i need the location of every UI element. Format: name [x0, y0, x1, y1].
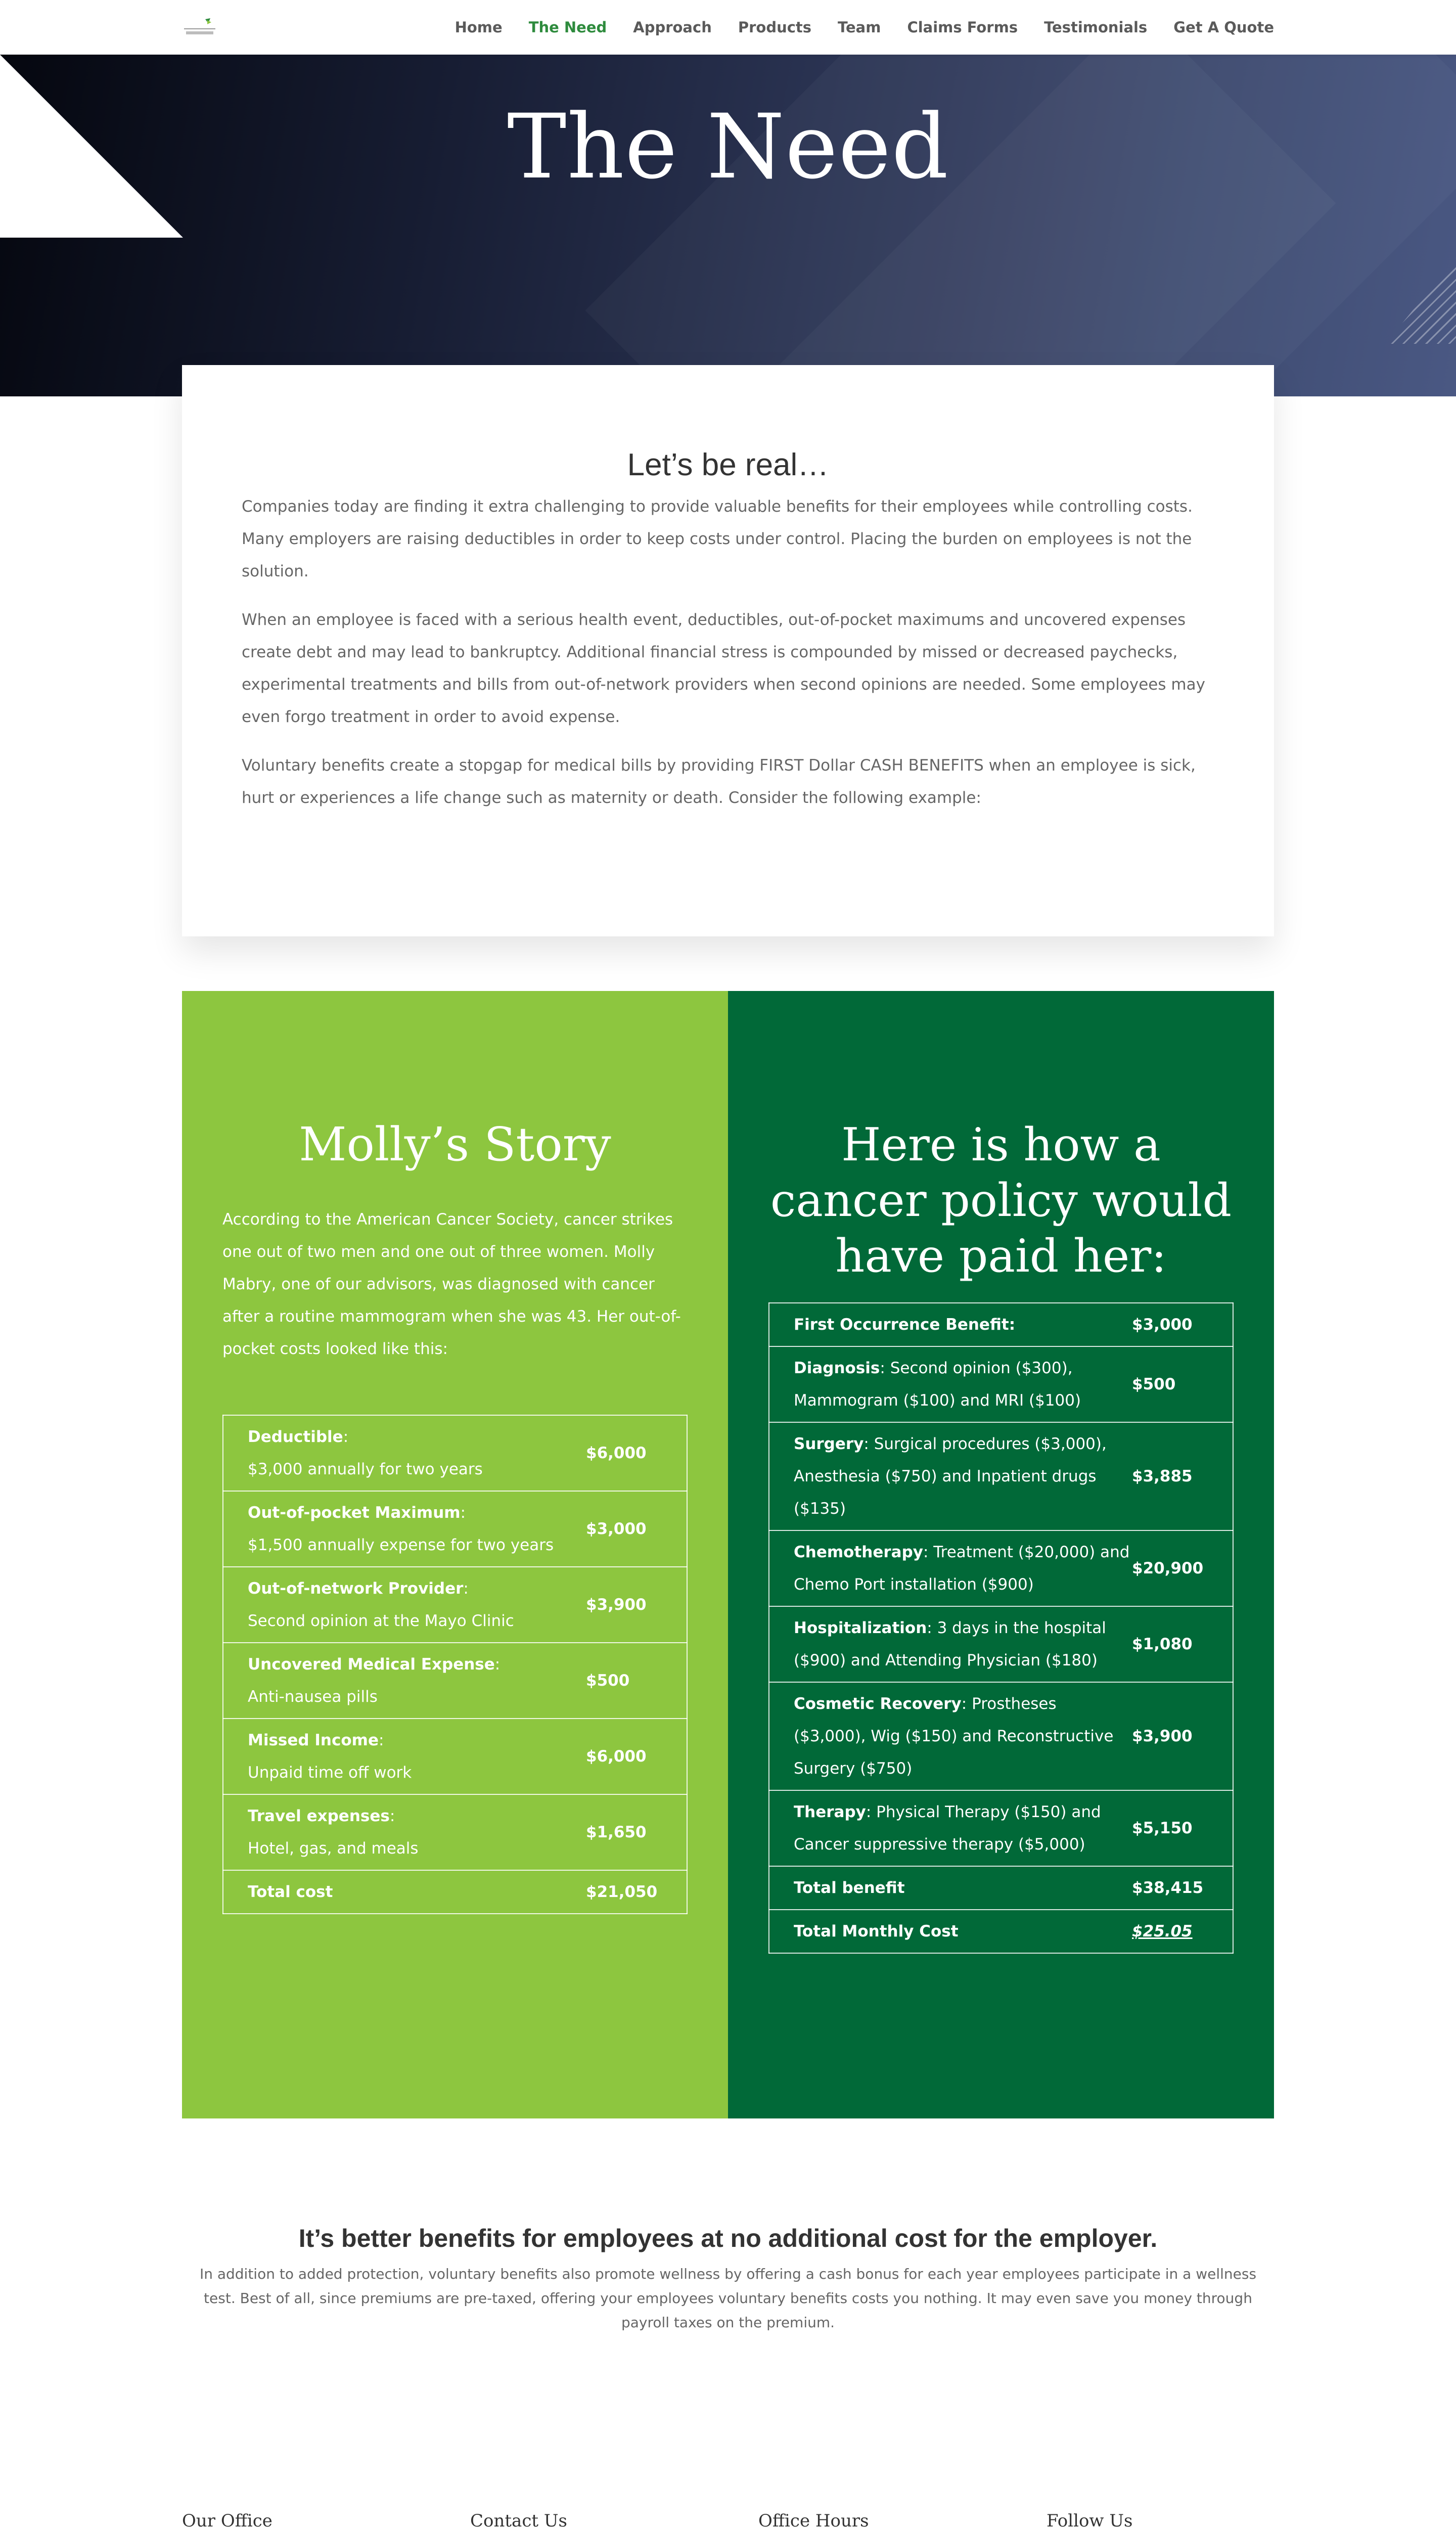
total-value: $21,050 [586, 1870, 687, 1914]
footer-office [182, 2511, 435, 2528]
total-label: Total benefit [794, 1879, 905, 1897]
footer-contact [470, 2511, 723, 2528]
intro-body [242, 490, 1233, 830]
policy-column [728, 991, 1274, 2118]
row-value: $5,150 [1132, 1790, 1233, 1866]
nav-products[interactable]: Products [738, 19, 812, 36]
row-label: Missed Income [248, 1731, 379, 1749]
table-row: Surgery: Surgical procedures ($3,000), Anesthesia ($750) and Inpatient drugs ($135) $3,885 [769, 1422, 1233, 1530]
row-label: Diagnosis [794, 1359, 880, 1377]
table-row: Out-of-network Provider: Second opinion at the Mayo Clinic $3,900 [223, 1567, 687, 1643]
contact-title: Contact Us [470, 2511, 567, 2528]
row-value: $500 [1132, 1346, 1233, 1422]
story-lead: According to the American Cancer Society, cancer strikes one out of two men and one out of three women. Molly Mabry, one of our advisors, was diagnosed with cancer after a routine mammogram when she was 43. Her out-of-pocket costs looked like this: [222, 1210, 681, 1358]
table-row: Cosmetic Recovery: Prostheses ($3,000), Wig ($150) and Reconstructive Surgery ($750) $3,900 [769, 1682, 1233, 1790]
row-value: $3,885 [1132, 1422, 1233, 1530]
total-row [223, 1870, 687, 1914]
nav-home[interactable]: Home [454, 19, 503, 36]
table-row: Out-of-pocket Maximum: $1,500 annually expense for two years $3,000 [223, 1491, 687, 1567]
intro-paragraph: When an employee is faced with a serious health event, deductibles, out-of-pocket maximums and uncovered expenses create debt and may lead to bankruptcy. Additional financial stress is compounded by missed or decreased paychecks, experimental treatments and bills from out-of-network providers when second opinions are needed. Some employees may even forgo treatment in order to avoid expense. [242, 611, 1205, 726]
nav-approach[interactable]: Approach [633, 19, 712, 36]
footer-hours [758, 2511, 1011, 2528]
row-label: Therapy [794, 1803, 866, 1821]
cost-table [222, 1415, 688, 1914]
row-label: Surgery [794, 1435, 864, 1453]
benefit-title: It’s better benefits for employees at no additional cost for the employer. [298, 2224, 1158, 2252]
company-logo[interactable] [184, 17, 215, 37]
office-title: Our Office [182, 2511, 272, 2528]
row-value: $3,000 [1132, 1303, 1233, 1346]
row-label: Travel expenses [248, 1807, 390, 1825]
table-row [769, 1303, 1233, 1346]
table-row: Hospitalization: 3 days in the hospital ($900) and Attending Physician ($180) $1,080 [769, 1606, 1233, 1682]
nav-testimonials[interactable]: Testimonials [1044, 19, 1148, 36]
row-detail: $3,000 annually for two years [248, 1460, 483, 1478]
row-label: Deductible [248, 1428, 343, 1446]
table-row: Deductible: $3,000 annually for two years $6,000 [223, 1415, 687, 1491]
row-value: $1,080 [1132, 1606, 1233, 1682]
intro-paragraph: Voluntary benefits create a stopgap for medical bills by providing FIRST Dollar CASH BENEFITS when an employee is sick, hurt or experiences a life change such as maternity or death. Consider the following example: [242, 756, 1196, 807]
total-value: $38,415 [1132, 1866, 1233, 1910]
benefit-text: In addition to added protection, voluntary benefits also promote wellness by offering a cash bonus for each year employees participate in a wellness test. Best of all, since premiums are pre-taxed, offering your employees voluntary benefits costs you nothing. It may even save you money through payroll taxes on the premium. [199, 2266, 1257, 2331]
footer-follow [1046, 2511, 1299, 2528]
row-detail: Prostheses ($3,000), Wig ($150) and Reconstructive Surgery ($750) [794, 1695, 1114, 1778]
row-value: $1,650 [586, 1794, 687, 1870]
row-detail: Physical Therapy ($150) and Cancer suppressive therapy ($5,000) [794, 1803, 1101, 1854]
row-detail: 3 days in the hospital ($900) and Attending Physician ($180) [794, 1619, 1106, 1669]
nav-the-need[interactable]: The Need [528, 19, 607, 36]
row-detail: Unpaid time off work [248, 1764, 412, 1782]
story-title: Molly’s Story [299, 1117, 611, 1171]
row-label: Hospitalization [794, 1619, 927, 1637]
monthly-value: $25.05 [1132, 1922, 1193, 1940]
nav-team[interactable]: Team [838, 19, 881, 36]
row-label: Chemotherapy [794, 1543, 923, 1561]
row-value: $3,900 [1132, 1682, 1233, 1790]
follow-title: Follow Us [1046, 2511, 1133, 2528]
row-label: Uncovered Medical Expense [248, 1655, 495, 1674]
site-header [0, 0, 1456, 55]
monthly-label: Total Monthly Cost [794, 1922, 959, 1940]
table-row: Diagnosis: Second opinion ($300), Mammogram ($100) and MRI ($100) $500 [769, 1346, 1233, 1422]
benefit-table [768, 1302, 1234, 1954]
total-row [769, 1866, 1233, 1910]
row-detail: Surgical procedures ($3,000), Anesthesia ($750) and Inpatient drugs ($135) [794, 1435, 1107, 1518]
policy-title: Here is how a cancer policy would have paid her: [770, 1118, 1232, 1283]
total-label: Total cost [248, 1883, 333, 1901]
row-detail: Second opinion at the Mayo Clinic [248, 1612, 514, 1630]
row-value: $3,000 [586, 1491, 687, 1567]
row-detail: Hotel, gas, and meals [248, 1839, 419, 1858]
story-column [182, 991, 728, 2118]
monthly-cost-row [769, 1910, 1233, 1953]
page-title: The Need [507, 95, 949, 199]
intro-card [182, 365, 1274, 936]
row-label: Cosmetic Recovery [794, 1695, 962, 1713]
table-row: Uncovered Medical Expense: Anti-nausea pills $500 [223, 1643, 687, 1719]
table-row: Travel expenses: Hotel, gas, and meals $1,650 [223, 1794, 687, 1870]
intro-paragraph: Companies today are finding it extra challenging to provide valuable benefits for their employees while controlling costs. Many employers are raising deductibles in order to keep costs under control. Placing the burden on employees is not the solution. [242, 498, 1193, 580]
row-label: First Occurrence Benefit: [794, 1316, 1016, 1334]
row-value: $3,900 [586, 1567, 687, 1643]
row-label: Out-of-network Provider [248, 1579, 464, 1598]
nav-get-a-quote[interactable]: Get A Quote [1173, 19, 1274, 36]
table-row: Chemotherapy: Treatment ($20,000) and Chemo Port installation ($900) $20,900 [769, 1530, 1233, 1606]
nav-claims-forms[interactable]: Claims Forms [907, 19, 1018, 36]
table-row: Missed Income: Unpaid time off work $6,000 [223, 1719, 687, 1794]
row-value: $6,000 [586, 1719, 687, 1794]
intro-heading: Let’s be real… [627, 447, 829, 482]
row-detail: Anti-nausea pills [248, 1688, 378, 1706]
row-detail: Second opinion ($300), Mammogram ($100) and MRI ($100) [794, 1359, 1081, 1410]
main-nav [455, 0, 1274, 55]
row-value: $6,000 [586, 1415, 687, 1491]
row-detail: Treatment ($20,000) and Chemo Port installation ($900) [794, 1543, 1130, 1594]
row-value: $20,900 [1132, 1530, 1233, 1606]
hours-title: Office Hours [758, 2511, 869, 2528]
row-detail: $1,500 annually expense for two years [248, 1536, 554, 1554]
row-label: Out-of-pocket Maximum [248, 1504, 461, 1522]
table-row: Therapy: Physical Therapy ($150) and Cancer suppressive therapy ($5,000) $5,150 [769, 1790, 1233, 1866]
row-value: $500 [586, 1643, 687, 1719]
